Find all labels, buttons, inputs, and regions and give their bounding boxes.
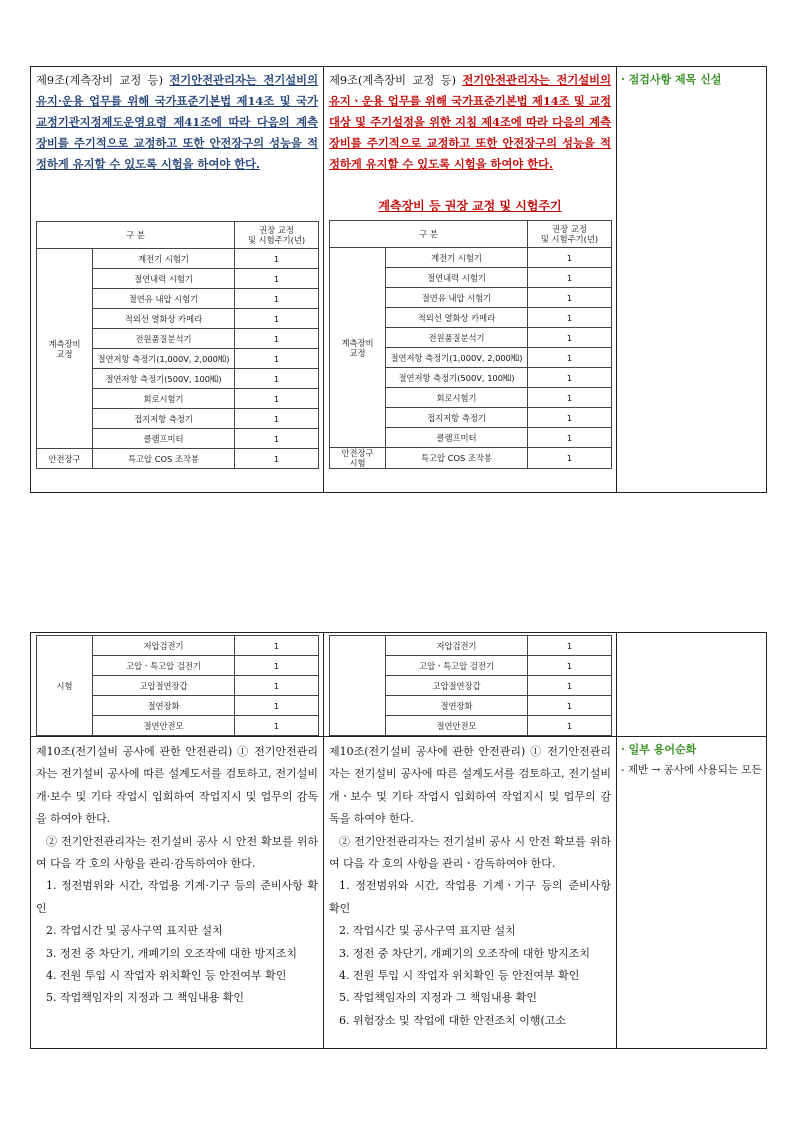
equipment-period: 1 [235,369,319,389]
table-header-row [330,221,612,248]
equipment-name: 특고압 COS 조작봉 [93,449,235,469]
equipment-period: 1 [528,288,612,308]
equipment-period: 1 [528,696,612,716]
article-item: 1. 정전범위와 시간, 작업용 기계·기구 등의 준비사항 확인 [36,879,318,915]
old-article-9: 제9조(계측장비 교정 등) 전기안전관리자는 전기설비의 유지·운용 업무를 위해 국가표준기본법 제14조 및 국가교정기관지정제도운영요령 제41조에 따라 다음의 계측장비를 주기적으로 교정하고 또한 안전장구의 성능을 적정하게 유지할 수 있도록 시험을 하여야 한다. [36,73,318,171]
group-label: 계측장비 교정 [37,249,93,449]
equipment-name: 저압검전기 [93,636,235,656]
article-item: 5. 작업책임자의 지정과 그 책임내용 확인 [46,991,244,1005]
equipment-name: 고압절연장갑 [93,676,235,696]
header-period: 권장 교정 및 시험주기(년) [235,222,319,249]
note-title: · 점검사항 제목 신설 [621,73,722,86]
group-label-empty [330,636,386,736]
table-header-row [37,222,319,249]
equipment-name: 절연장화 [386,696,528,716]
article-item: 4. 전원 투입 시 작업자 위치확인 등 안전여부 확인 [339,969,580,983]
equipment-period: 1 [235,409,319,429]
old-article-10 [31,737,323,1010]
equipment-period: 1 [235,676,319,696]
equipment-name: 접지저항 측정기 [386,408,528,428]
note-cell-art10 [617,737,767,1049]
group-label: 안전장구 시험 [330,448,386,469]
old-test-cell [31,633,324,737]
group-label: 계측장비 교정 [330,248,386,448]
equipment-name: 절연안전모 [93,716,235,736]
equipment-name: 절연저항 측정기(500V, 100㏁) [386,368,528,388]
header-category: 구 분 [37,222,235,249]
new-test-table [329,635,612,736]
equipment-name: 절연내력 시험기 [386,268,528,288]
equipment-name: 절연유 내압 시험기 [386,288,528,308]
old-article-10-cell [31,737,324,1049]
equipment-period: 1 [528,408,612,428]
article-paragraph-2: ② 전기안전관리자는 전기설비 공사 시 안전 확보를 위하여 다음 각 호의 사항을 관리ㆍ감독하여야 한다. [329,834,611,871]
article-paragraph-2: ② 전기안전관리자는 전기설비 공사 시 안전 확보를 위하여 다음 각 호의 사항을 관리·감독하여야 한다. [36,834,318,871]
article-item: 3. 정전 중 차단기, 개폐기의 오조작에 대한 방지조치 [339,946,590,960]
equipment-period: 1 [528,656,612,676]
article-item: 1. 정전범위와 시간, 작업용 기계ㆍ기구 등의 준비사항 확인 [329,879,611,915]
equipment-name: 회로시험기 [93,389,235,409]
table-row [330,636,612,656]
equipment-name: 클램프미터 [93,429,235,449]
new-provision-cell [324,67,617,493]
header-category: 구 분 [330,221,528,248]
comparison-table-top [30,66,767,493]
equipment-period: 1 [235,389,319,409]
group-label: 시험 [37,636,93,736]
note-cell [617,67,767,493]
new-table-subtitle: 계측장비 등 권장 교정 및 시험주기 [378,199,562,213]
equipment-period: 1 [235,429,319,449]
equipment-name: 계전기 시험기 [386,248,528,268]
equipment-period: 1 [528,248,612,268]
new-article-10-cell [324,737,617,1049]
new-article-10 [324,737,616,1032]
equipment-name: 절연저항 측정기(1,000V, 2,000㏁) [93,349,235,369]
equipment-name: 고압절연장갑 [386,676,528,696]
equipment-period: 1 [528,428,612,448]
old-provision-cell [31,67,324,493]
equipment-name: 전원품질분석기 [93,329,235,349]
equipment-period: 1 [528,348,612,368]
table-row [37,636,319,656]
equipment-period: 1 [235,269,319,289]
equipment-period: 1 [235,349,319,369]
equipment-period: 1 [528,268,612,288]
article-paragraph-1: 제10조(전기설비 공사에 관한 안전관리) ① 전기안전관리자는 전기설비 공사에 따른 설계도서를 검토하고, 전기설비 개·보수 및 기타 작업시 입회하여 작업지시 및 업무의 감독을 하여야 한다. [36,745,318,826]
equipment-period: 1 [235,716,319,736]
article-paragraph-1: 제10조(전기설비 공사에 관한 안전관리) ① 전기안전관리자는 전기설비 공사에 따른 설계도서를 검토하고, 전기설비 개ㆍ보수 및 기타 작업시 입회하여 작업지시 및 업무의 감독을 하여야 한다. [329,745,611,826]
equipment-name: 절연안전모 [386,716,528,736]
equipment-name: 계전기 시험기 [93,249,235,269]
equipment-period: 1 [528,636,612,656]
equipment-period: 1 [528,368,612,388]
equipment-period: 1 [235,636,319,656]
new-article-9: 제9조(계측장비 교정 등) 전기안전관리자는 전기설비의 유지ㆍ운용 업무를 위해 국가표준기본법 제14조 및 교정대상 및 주기설정을 위한 지침 제4조에 따라 다음의 계측장비를 주기적으로 교정하고 또한 안전장구의 성능을 적정하게 유지할 수 있도록 시험을 하여야 한다. [329,73,611,171]
equipment-period: 1 [528,328,612,348]
table-row [330,248,612,268]
old-test-table [36,635,319,736]
equipment-name: 고압ㆍ특고압 검전기 [386,656,528,676]
equipment-name: 클램프미터 [386,428,528,448]
equipment-name: 절연내력 시험기 [93,269,235,289]
group-label: 안전장구 [37,449,93,469]
equipment-period: 1 [235,656,319,676]
equipment-name: 절연저항 측정기(500V, 100㏁) [93,369,235,389]
equipment-period: 1 [235,309,319,329]
header-period: 권장 교정 및 시험주기(년) [528,221,612,248]
equipment-period: 1 [528,308,612,328]
equipment-name: 절연장화 [93,696,235,716]
article-item: 4. 전원 투입 시 작업자 위치확인 등 안전여부 확인 [46,969,287,983]
article-item: 3. 정전 중 차단기, 개폐기의 오조작에 대한 방지조치 [46,946,297,960]
equipment-name: 저압검전기 [386,636,528,656]
article-item: 6. 위험장소 및 작업에 대한 안전조치 이행(고소 [339,1013,567,1027]
equipment-name: 회로시험기 [386,388,528,408]
equipment-period: 1 [528,448,612,469]
equipment-period: 1 [235,449,319,469]
note-title-art10: · 일부 용어순화 [621,743,697,756]
equipment-period: 1 [235,249,319,269]
equipment-period: 1 [528,388,612,408]
table-row [37,449,319,469]
table-row [330,448,612,469]
equipment-period: 1 [528,676,612,696]
equipment-name: 적외선 열화상 카메라 [93,309,235,329]
note-body-art10: - 제반 → 공사에 사용되는 모든 [621,764,762,776]
comparison-table-bottom [30,632,767,1049]
equipment-period: 1 [235,329,319,349]
equipment-name: 고압ㆍ특고압 검전기 [93,656,235,676]
equipment-name: 특고압 COS 조작봉 [386,448,528,469]
note-cell-empty [617,633,767,737]
equipment-period: 1 [235,289,319,309]
new-test-cell [324,633,617,737]
article-item: 2. 작업시간 및 공사구역 표지판 설치 [339,924,516,938]
equipment-period: 1 [528,716,612,736]
old-calibration-table [36,221,319,469]
equipment-period: 1 [235,696,319,716]
equipment-name: 절연저항 측정기(1,000V, 2,000㏁) [386,348,528,368]
equipment-name: 절연유 내압 시험기 [93,289,235,309]
article-item: 2. 작업시간 및 공사구역 표지판 설치 [46,924,223,938]
equipment-name: 접지저항 측정기 [93,409,235,429]
equipment-name: 전원품질분석기 [386,328,528,348]
article-item: 5. 작업책임자의 지정과 그 책임내용 확인 [339,991,537,1005]
equipment-name: 적외선 열화상 카메라 [386,308,528,328]
new-calibration-table [329,220,612,469]
table-row [37,249,319,269]
